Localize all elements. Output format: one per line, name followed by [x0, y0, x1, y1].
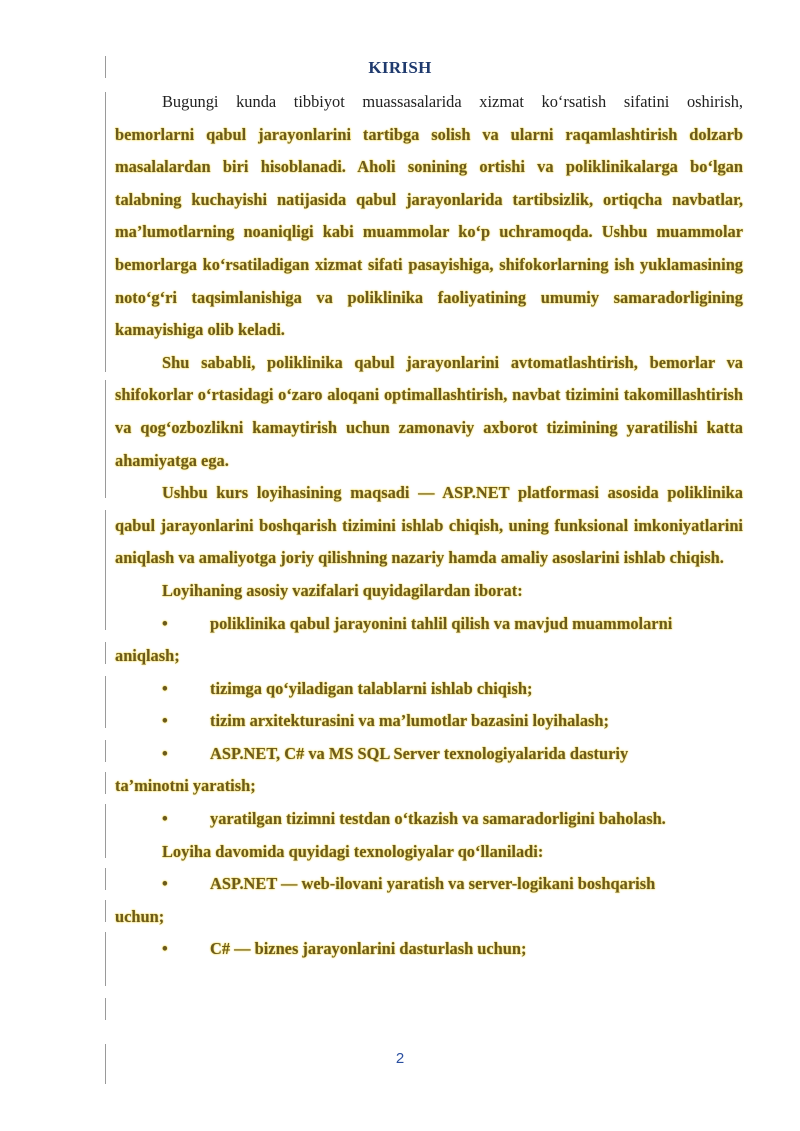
list-item-text: tizimga qo‘yiladigan talablarni ishlab chiqish; — [210, 678, 533, 698]
tasks-heading: Loyihaning asosiy vazifalari quyidagilardan iborat: — [162, 580, 523, 600]
paragraph-intro — [115, 86, 743, 347]
tech-list — [115, 868, 743, 966]
paragraph-rationale: Shu sababli, poliklinika qabul jarayonlarini avtomatlashtirish, bemorlar va shifokorlar o‘rtasidagi o‘zaro aloqani optimallashtirish, navbat tizimini takomillashtirish va qog‘ozbozlikni kamaytirish uchun zamonaviy axborot tizimining yaratilishi katta ahamiyatga ega. — [115, 352, 743, 470]
list-item — [115, 803, 743, 836]
list-item-continuation: ta’minotni yaratish; — [115, 776, 256, 796]
bullet: • — [162, 874, 168, 894]
margin-bar — [105, 92, 106, 372]
margin-bar — [105, 868, 106, 890]
margin-bar — [105, 740, 106, 762]
margin-bar — [105, 380, 106, 498]
bullet: • — [162, 809, 168, 829]
body-text — [115, 86, 743, 966]
list-item — [115, 705, 743, 738]
tasks-list — [115, 608, 743, 836]
list-item — [115, 608, 743, 673]
list-item — [115, 933, 743, 966]
margin-bar — [105, 510, 106, 630]
paragraph-intro-rest: bemorlarni qabul jarayonlarini tartibga solish va ularni raqamlashtirish dolzarb masalalardan biri hisoblanadi. Aholi sonining ortishi va poliklinikalarga bo‘lgan talabning kuchayishi natijasida qabul jarayonlarida tartibsizlik, ortiqcha navbatlar, ma’lumotlarning noaniqligi kabi muammolar ko‘p uchramoqda. Ushbu muammolar bemorlarga ko‘rsatiladigan xizmat sifati pasayishiga, shifokorlarning ish yuklamasining noto‘g‘ri taqsimlanishiga va poliklinika faoliyatining umumiy samaradorligining kamayishiga olib keladi. — [115, 124, 743, 340]
list-item — [115, 868, 743, 933]
list-item-text: yaratilgan tizimni testdan o‘tkazish va samaradorligini baholash. — [210, 809, 666, 829]
section-title: KIRISH — [368, 58, 432, 77]
margin-bar — [105, 900, 106, 922]
bullet: • — [162, 613, 168, 633]
list-item-text: C# — biznes jarayonlarini dasturlash uchun; — [210, 939, 527, 959]
list-item-continuation: aniqlash; — [115, 646, 180, 666]
margin-bar — [105, 642, 106, 664]
bullet: • — [162, 678, 168, 698]
bullet: • — [162, 743, 168, 763]
margin-bar — [105, 998, 106, 1020]
bullet: • — [162, 939, 168, 959]
margin-bar — [105, 804, 106, 858]
paragraph-intro-first-line: Bugungi kunda tibbiyot muassasalarida xizmat ko‘rsatish sifatini oshirish, — [162, 92, 743, 111]
list-item — [115, 738, 743, 803]
margin-bar — [105, 676, 106, 728]
paragraph-goal: Ushbu kurs loyihasining maqsadi — ASP.NET platformasi asosida poliklinika qabul jarayonlarini boshqarish tizimini ishlab chiqish, uning funksional imkoniyatlarini aniqlash va amaliyotga joriy qilishning nazariy hamda amaliy asoslarini ishlab chiqish. — [115, 483, 743, 568]
list-item-text: poliklinika qabul jarayonini tahlil qilish va mavjud muammolarni — [210, 613, 673, 633]
bullet: • — [162, 711, 168, 731]
tech-heading: Loyiha davomida quyidagi texnologiyalar qo‘llaniladi: — [162, 841, 544, 861]
list-item — [115, 673, 743, 706]
page-number: 2 — [395, 1050, 405, 1067]
list-item-text: ASP.NET — web-ilovani yaratish va server-logikani boshqarish — [210, 874, 656, 894]
list-item-continuation: uchun; — [115, 906, 165, 926]
list-item-text: ASP.NET, C# va MS SQL Server texnologiyalarida dasturiy — [210, 743, 629, 763]
margin-bar — [105, 932, 106, 986]
margin-bar — [105, 772, 106, 794]
list-item-text: tizim arxitekturasini va ma’lumotlar bazasini loyihalash; — [210, 711, 609, 731]
